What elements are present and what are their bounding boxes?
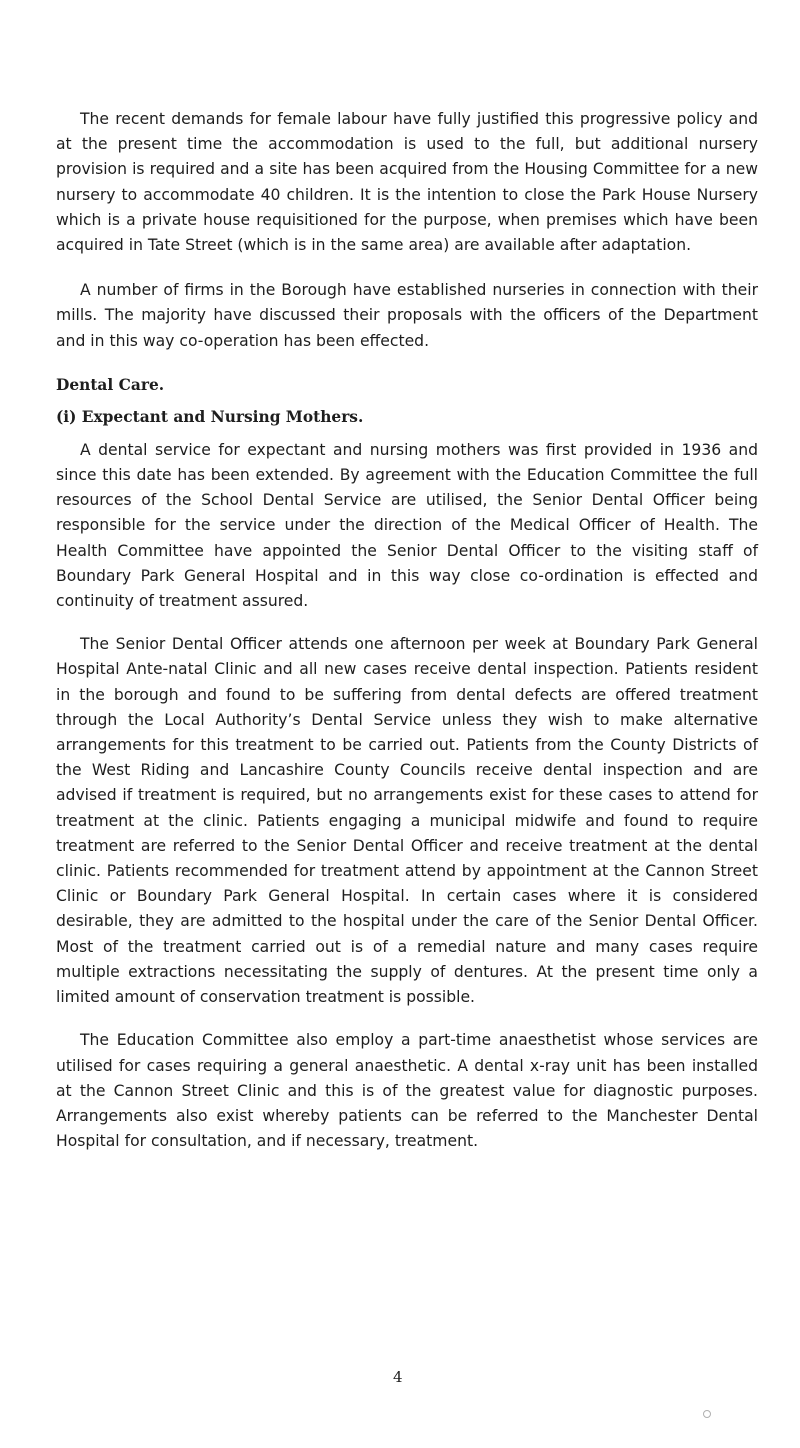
- paragraph-senior-dental-officer: The Senior Dental Officer attends one afternoon per week at Boundary Park General Hospital Ante-natal Clinic and all new cases receive dental inspection. Patients resident in the borough and found to be suffering from dental defects are offered treatment through the Local Authority’s Dental Service unless they wish to make alternative arrangements for this treatment to be carried out. Patients from the County Districts of the West Riding and Lancashire County Councils receive dental inspection and are advised if treatment is required, but no arrangements exist for these cases to attend for treatment at the clinic. Patients engaging a municipal midwife and found to require treatment are referred to the Senior Dental Officer and receive treatment at the dental clinic. Patients recommended for treatment attend by appointment at the Cannon Street Clinic or Boundary Park General Hospital. In certain cases where it is considered desirable, they are admitted to the hospital under the care of the Senior Dental Officer. Most of the treatment carried out is of a remedial nature and many cases require multiple extractions necessitating the supply of dentures. At the present time only a limited amount of conservation treatment is possible.: [56, 635, 758, 1007]
- subsection-heading: (i) Expectant and Nursing Mothers.: [56, 407, 364, 426]
- paragraph-anaesthetist: The Education Committee also employ a part-time anaesthetist whose services are utilised for cases requiring a general anaesthetic. A dental x-ray unit has been installed at the Cannon Street Clinic and this is of the greatest value for diagnostic purposes. Arrangements also exist whereby patients can be referred to the Manchester Dental Hospital for consultation, and if necessary, treatment.: [56, 1031, 758, 1151]
- page-number: 4: [393, 1368, 403, 1386]
- paragraph-dental-service: A dental service for expectant and nursing mothers was first provided in 1936 and since this date has been extended. By agreement with the Education Committee the full resources of the School Dental Service are utilised, the Senior Dental Officer being responsible for the service under the direction of the Medical Officer of Health. The Health Committee have appointed the Senior Dental Officer to the visiting staff of Boundary Park General Hospital and in this way close co-ordination is effected and continuity of treatment assured.: [56, 440, 758, 611]
- document-page: [56, 107, 758, 1154]
- scan-speck: [703, 1410, 711, 1418]
- paragraph-firm-nurseries: A number of firms in the Borough have established nurseries in connection with their mills. The majority have discussed their proposals with the officers of the Department and in this way co-operation has been effected.: [56, 281, 758, 350]
- paragraph-nursery-demand: The recent demands for female labour have fully justified this progressive policy and at the present time the accommodation is used to the full, but additional nursery provision is required and a site has been acquired from the Housing Committee for a new nursery to accommodate 40 children. It is the intention to close the Park House Nursery which is a private house requisitioned for the purpose, when premises which have been acquired in Tate Street (which is in the same area) are available after adaptation.: [56, 110, 758, 255]
- section-heading: Dental Care.: [56, 375, 165, 394]
